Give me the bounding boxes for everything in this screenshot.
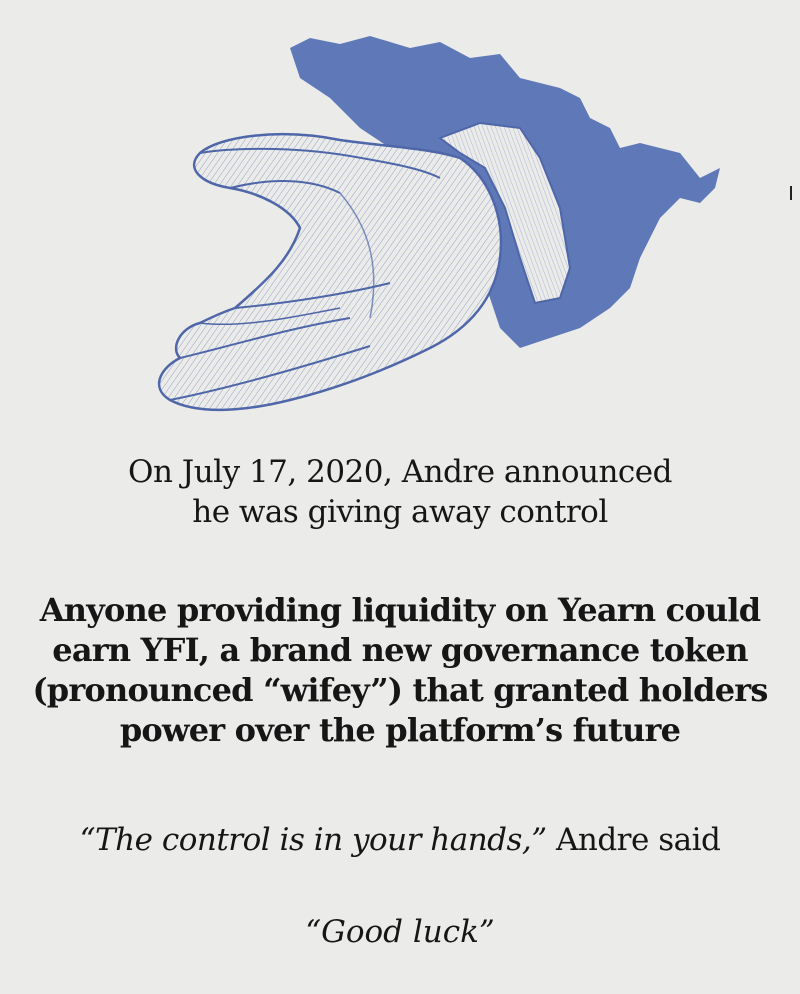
intro-text	[0, 452, 800, 532]
quote-text: “The control is in your hands,”	[79, 822, 547, 858]
bold-line-2: earn YFI, a brand new governance token	[52, 631, 748, 669]
bold-line-4: power over the platform’s future	[119, 711, 681, 749]
edge-mark	[790, 186, 792, 200]
quote-attribution: Andre said	[546, 822, 721, 858]
bold-line-1: Anyone providing liquidity on Yearn could	[39, 591, 761, 629]
outstretched-hand-icon	[140, 28, 740, 448]
closing-text: “Good luck”	[305, 914, 495, 950]
intro-line-2: he was giving away control	[192, 494, 608, 530]
intro-line-1: On July 17, 2020, Andre announced	[128, 454, 672, 490]
bold-paragraph	[0, 590, 800, 750]
bold-line-3: (pronounced “wifey”) that granted holders	[32, 671, 768, 709]
quote-line	[0, 820, 800, 860]
